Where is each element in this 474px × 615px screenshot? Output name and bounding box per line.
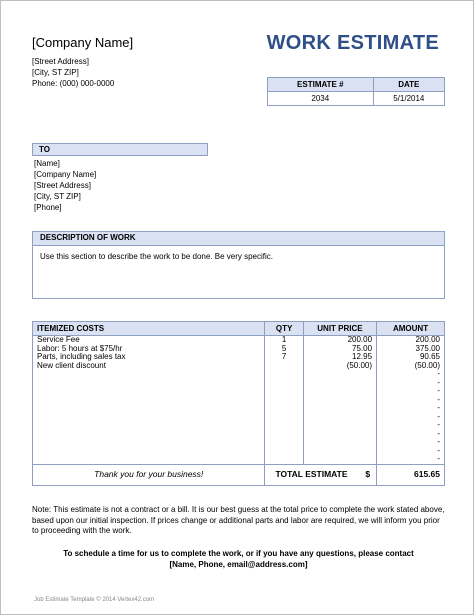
- item-unit-price: [303, 387, 376, 396]
- description-header: DESCRIPTION OF WORK: [33, 232, 444, 246]
- item-unit-price: [303, 404, 376, 413]
- item-amount: -: [377, 404, 445, 413]
- document-title: WORK ESTIMATE: [266, 32, 439, 54]
- item-description: [33, 413, 265, 422]
- date-value: 5/1/2014: [373, 92, 444, 106]
- schedule-contact: [32, 548, 445, 570]
- total-label-cell: [265, 464, 377, 485]
- item-qty: 5: [265, 345, 303, 354]
- company-city: [City, ST ZIP]: [32, 68, 79, 77]
- total-currency: $: [365, 469, 371, 480]
- recipient-street: [Street Address]: [34, 181, 91, 190]
- estimate-note: Note: This estimate is not a contract or a bill. It is our best guess at the total price to complete the work stated above, based upon our initial inspection. If prices change or additional parts and labor are required, we will inform you prior to proceeding with the work.: [32, 505, 445, 535]
- item-amount: 375.00: [377, 345, 445, 354]
- items-header-amount: AMOUNT: [377, 322, 445, 336]
- total-label: TOTAL ESTIMATE: [275, 469, 348, 480]
- item-qty: [265, 404, 303, 413]
- item-unit-price: [303, 447, 376, 456]
- item-description: [33, 387, 265, 396]
- item-description: Parts, including sales tax: [33, 353, 265, 362]
- description-text: Use this section to describe the work to be done. Be very specific.: [40, 252, 274, 261]
- item-amount: -: [377, 379, 445, 388]
- item-amount: -: [377, 438, 445, 447]
- item-unit-price: [303, 421, 376, 430]
- recipient-company: [Company Name]: [34, 170, 97, 179]
- item-amount: -: [377, 413, 445, 422]
- contact-placeholder: [Name, Phone, email@address.com]: [169, 560, 308, 569]
- item-amount: -: [377, 396, 445, 405]
- item-amount: -: [377, 387, 445, 396]
- item-amount: -: [377, 447, 445, 456]
- item-row: [33, 455, 445, 464]
- item-unit-price: [303, 455, 376, 464]
- item-description: New client discount: [33, 362, 265, 371]
- item-unit-price: (50.00): [303, 362, 376, 371]
- item-unit-price: [303, 430, 376, 439]
- recipient-block: [34, 158, 96, 213]
- item-amount: -: [377, 370, 445, 379]
- item-amount: 200.00: [377, 336, 445, 345]
- item-qty: [265, 447, 303, 456]
- item-description: [33, 430, 265, 439]
- item-row: [33, 404, 445, 413]
- item-unit-price: 75.00: [303, 345, 376, 354]
- item-description: [33, 421, 265, 430]
- total-value: 615.65: [377, 464, 445, 485]
- item-description: [33, 396, 265, 405]
- estimate-info-table: [267, 77, 445, 106]
- item-qty: [265, 430, 303, 439]
- item-amount: 90.65: [377, 353, 445, 362]
- item-qty: [265, 455, 303, 464]
- item-qty: [265, 370, 303, 379]
- item-row: [33, 421, 445, 430]
- company-street: [Street Address]: [32, 57, 89, 66]
- item-description: [33, 438, 265, 447]
- item-qty: [265, 362, 303, 371]
- item-description: [33, 370, 265, 379]
- item-amount: -: [377, 430, 445, 439]
- item-row: [33, 387, 445, 396]
- recipient-city: [City, ST ZIP]: [34, 192, 81, 201]
- item-amount: -: [377, 421, 445, 430]
- template-credit: Job Estimate Template © 2014 Vertex42.com: [34, 597, 155, 603]
- item-row: [33, 447, 445, 456]
- item-qty: [265, 396, 303, 405]
- to-header: TO: [32, 143, 208, 156]
- company-name: [Company Name]: [32, 35, 134, 50]
- item-qty: [265, 438, 303, 447]
- items-body: [33, 336, 445, 465]
- item-description: [33, 455, 265, 464]
- estimate-number-value: 2034: [268, 92, 374, 106]
- item-unit-price: [303, 438, 376, 447]
- item-amount: -: [377, 455, 445, 464]
- item-row: [33, 379, 445, 388]
- item-qty: 7: [265, 353, 303, 362]
- thanks-message: Thank you for your business!: [33, 464, 265, 485]
- recipient-phone: [Phone]: [34, 203, 62, 212]
- item-qty: [265, 387, 303, 396]
- item-description: [33, 379, 265, 388]
- item-row: [33, 413, 445, 422]
- item-qty: 1: [265, 336, 303, 345]
- item-qty: [265, 379, 303, 388]
- item-description: Labor: 5 hours at $75/hr: [33, 345, 265, 354]
- item-row: [33, 438, 445, 447]
- items-header-qty: QTY: [265, 322, 303, 336]
- description-box: [32, 231, 445, 299]
- item-description: [33, 404, 265, 413]
- item-description: Service Fee: [33, 336, 265, 345]
- item-qty: [265, 413, 303, 422]
- schedule-line: To schedule a time for us to complete the work, or if you have any questions, please contact: [63, 549, 414, 558]
- item-description: [33, 447, 265, 456]
- date-header: DATE: [373, 78, 444, 92]
- item-row: [33, 370, 445, 379]
- item-unit-price: 12.95: [303, 353, 376, 362]
- item-amount: (50.00): [377, 362, 445, 371]
- item-unit-price: [303, 370, 376, 379]
- item-unit-price: 200.00: [303, 336, 376, 345]
- items-header-description: ITEMIZED COSTS: [33, 322, 265, 336]
- item-unit-price: [303, 379, 376, 388]
- item-unit-price: [303, 396, 376, 405]
- company-address: [32, 56, 114, 89]
- total-row: [33, 464, 445, 485]
- itemized-costs-table: [32, 321, 445, 486]
- estimate-number-header: ESTIMATE #: [268, 78, 374, 92]
- item-row: [33, 362, 445, 371]
- company-phone: Phone: (000) 000-0000: [32, 79, 115, 88]
- items-header-unit-price: UNIT PRICE: [303, 322, 376, 336]
- item-qty: [265, 421, 303, 430]
- item-row: [33, 430, 445, 439]
- recipient-name: [Name]: [34, 159, 60, 168]
- item-unit-price: [303, 413, 376, 422]
- item-row: [33, 396, 445, 405]
